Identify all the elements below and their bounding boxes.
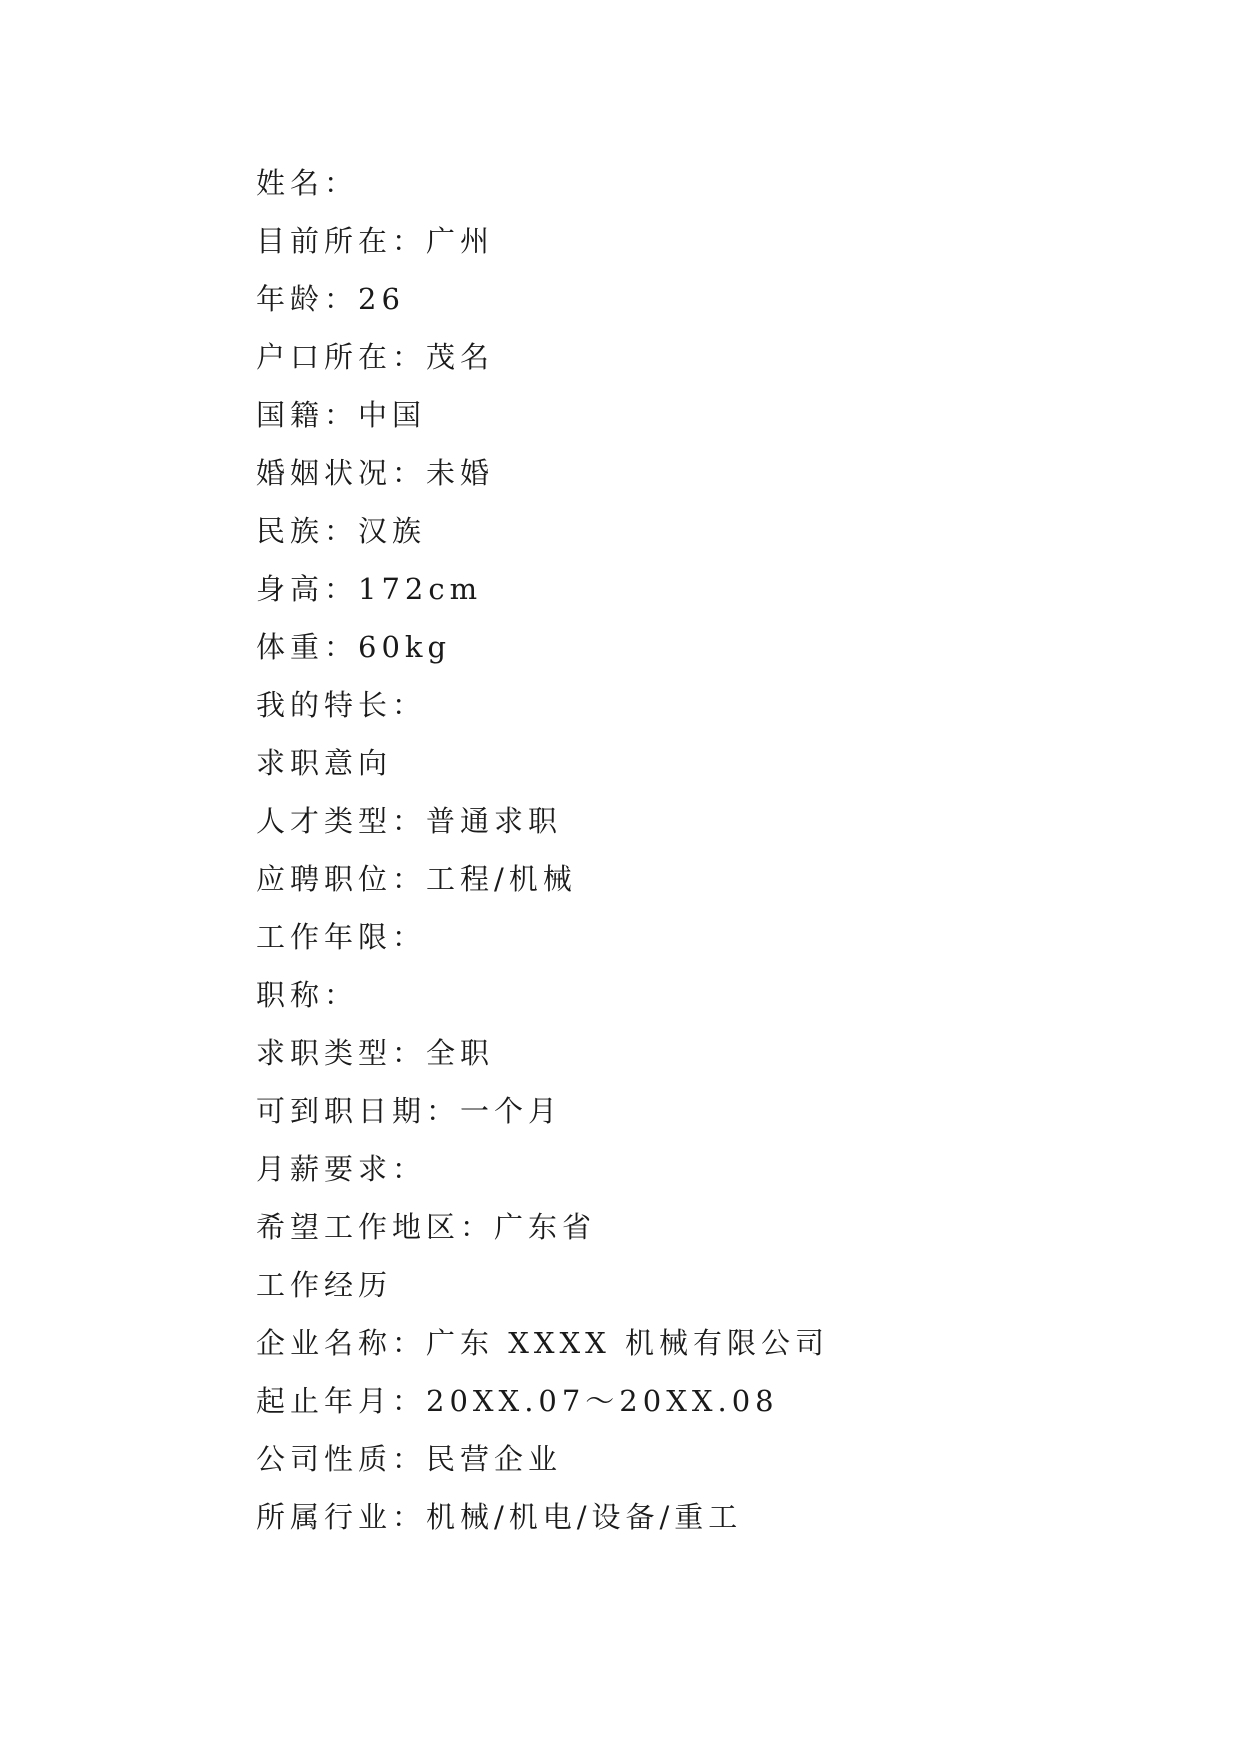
field-preferred-region: 希望工作地区：广东省	[256, 1210, 597, 1244]
field-expected-salary: 月薪要求：	[256, 1152, 427, 1186]
field-age: 年龄：26	[256, 282, 405, 316]
field-height: 身高：172cm	[256, 572, 483, 606]
field-employment-period: 起止年月：20XX.07～20XX.08	[256, 1384, 779, 1418]
field-available-date: 可到职日期：一个月	[256, 1094, 563, 1128]
field-years-of-work: 工作年限：	[256, 920, 427, 954]
resume-text	[256, 154, 1116, 1546]
section-job-intention: 求职意向	[256, 746, 393, 780]
field-professional-title: 职称：	[256, 978, 359, 1012]
field-industry: 所属行业：机械/机电/设备/重工	[256, 1500, 743, 1534]
section-work-experience: 工作经历	[256, 1268, 393, 1302]
field-applied-position: 应聘职位：工程/机械	[256, 862, 577, 896]
field-name: 姓名：	[256, 166, 359, 200]
field-household-registration: 户口所在：茂名	[256, 340, 495, 374]
field-company-name: 企业名称：广东 XXXX 机械有限公司	[256, 1326, 830, 1360]
field-talent-type: 人才类型：普通求职	[256, 804, 563, 838]
field-nationality: 国籍：中国	[256, 398, 427, 432]
field-weight: 体重：60kg	[256, 630, 452, 664]
field-ethnicity: 民族：汉族	[256, 514, 427, 548]
field-specialties: 我的特长：	[256, 688, 427, 722]
field-company-type: 公司性质：民营企业	[256, 1442, 563, 1476]
field-marital-status: 婚姻状况：未婚	[256, 456, 495, 490]
field-job-type: 求职类型：全职	[256, 1036, 495, 1070]
field-current-location: 目前所在：广州	[256, 224, 495, 258]
